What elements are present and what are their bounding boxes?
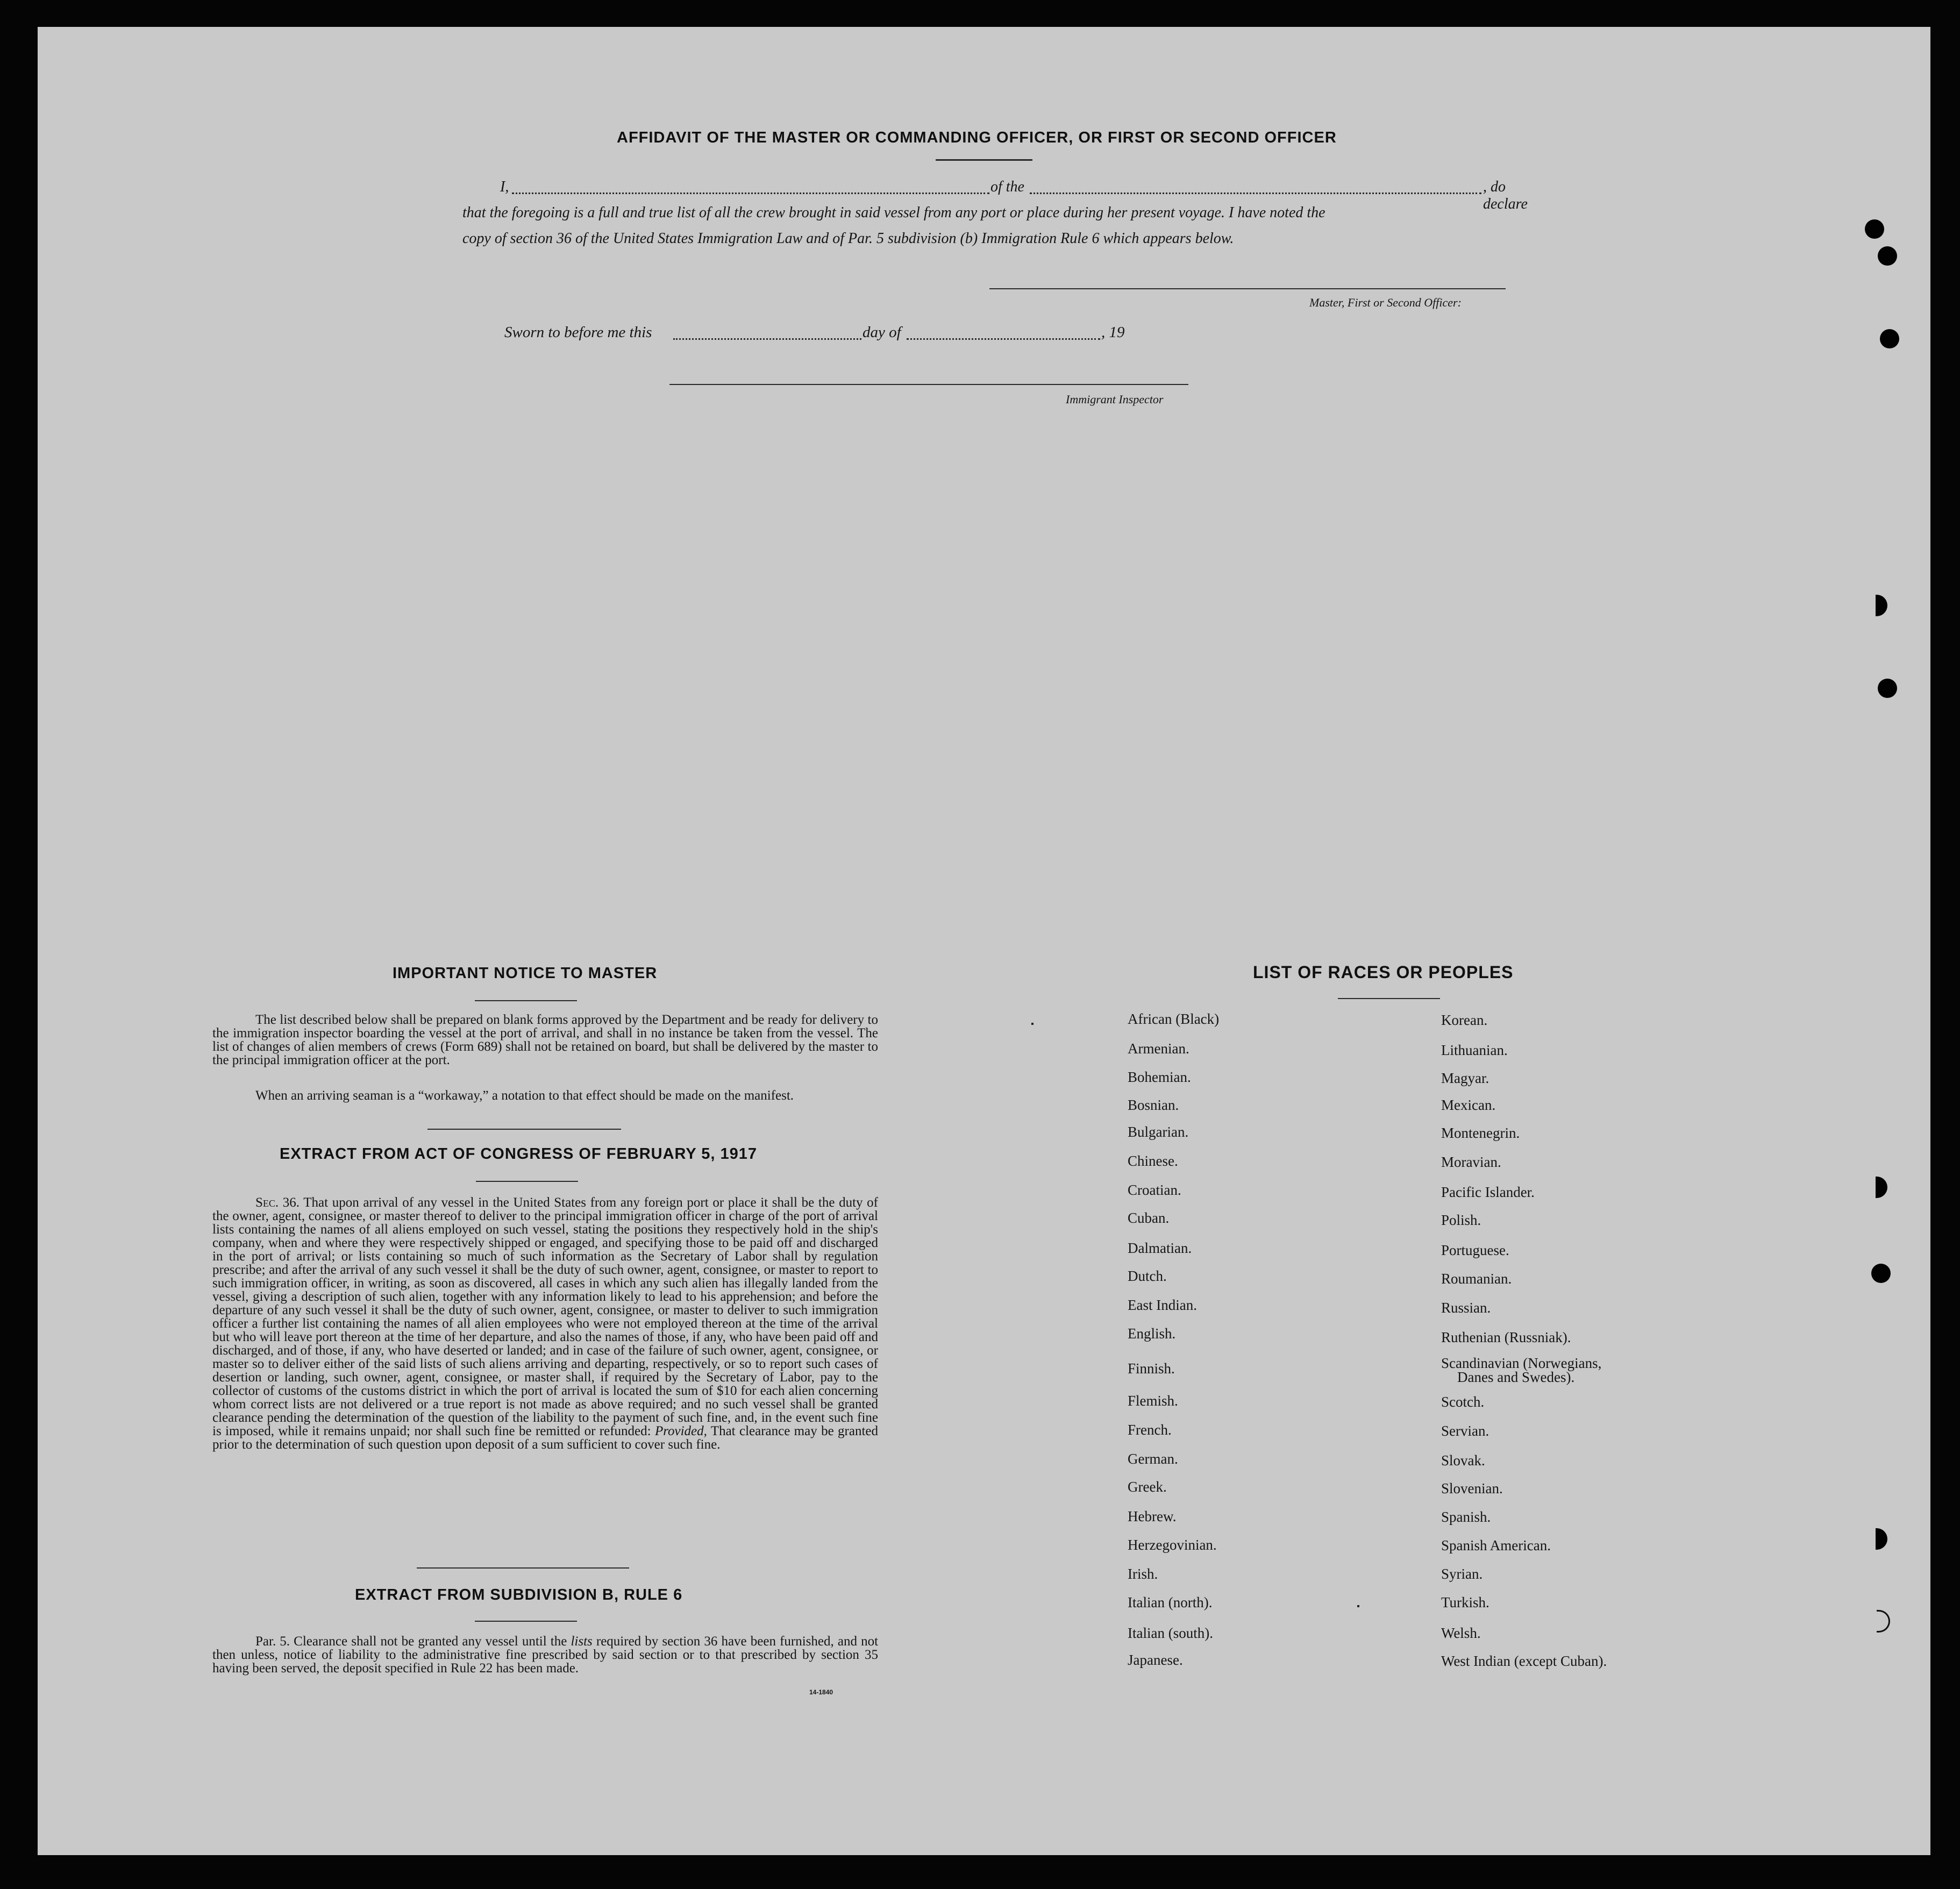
act-extract-body [212,1196,878,1451]
sworn-month-field[interactable] [907,338,1100,340]
race-item: Syrian. [1441,1566,1483,1582]
race-item: English. [1128,1325,1176,1342]
act-provided: Provided, [654,1424,707,1438]
sec-label: Sec. 36. [255,1195,300,1210]
race-item: Spanish American. [1441,1537,1551,1553]
notice-separator [427,1129,621,1130]
inspector-label: Immigrant Inspector [1066,393,1164,406]
rule-extract-title-rule [475,1621,577,1622]
rule-extract-body [212,1635,878,1675]
race-item: Lithuanian. [1441,1042,1508,1058]
race-item: Portuguese. [1441,1242,1509,1258]
race-item: Cuban. [1128,1210,1170,1226]
sworn-day-of-label: day of [863,324,901,341]
races-title: LIST OF RACES OR PEOPLES [1253,963,1514,982]
race-item: Slovak. [1441,1452,1485,1469]
race-item: Finnish. [1128,1360,1175,1377]
race-item: Welsh. [1441,1625,1481,1641]
race-item: Korean. [1441,1012,1488,1028]
notice-paragraph-2: When an arriving seaman is a “workaway,” a notation to that effect should be made on the manifest. [255,1088,794,1103]
affidavit-line-2: that the foregoing is a full and true list of all the crew brought in said vessel from any port or place during her present voyage. I have noted the [462,204,1325,221]
form-number: 14-1840 [809,1688,833,1696]
master-signature-label: Master, First or Second Officer: [1309,296,1462,309]
race-item: Croatian. [1128,1182,1181,1198]
binder-hole [1878,246,1897,266]
race-item: Hebrew. [1128,1508,1177,1524]
sworn-line [504,324,1177,345]
affidavit-line-3: copy of section 36 of the United States Immigration Law and of Par. 5 subdivision (b) Immigration Rule 6 which appears below. [462,230,1234,247]
race-item: Roumanian. [1441,1271,1512,1287]
race-item: Turkish. [1441,1594,1489,1610]
notice-paragraph-1: The list described below shall be prepared on blank forms approved by the Department and be ready for delivery to the immigration inspector boarding the vessel at the port of arrival, and shall in no instance be taken from the vessel. The list of changes of alien members of crews (Form 689) shall not be retained on board, but shall be delivered by the master to the principal immigration officer at the port. [212,1013,878,1067]
page-mark [1031,1023,1034,1025]
race-item: Dutch. [1128,1268,1167,1284]
vessel-name-field[interactable] [1030,193,1481,194]
race-item: French. [1128,1422,1172,1438]
do-declare-label: , do declare [1483,179,1528,212]
rule-body-end: required by section 36 have been furnished, and not then unless, notice of liability to the administrative fine prescribed by said section or to that prescribed by section 35 having been served, the deposit specified in Rule 22 has been made. [212,1634,879,1676]
races-title-rule [1338,998,1440,999]
rule-body-start: Par. 5. Clearance shall not be granted any vessel until the [255,1634,567,1649]
race-item: German. [1128,1451,1178,1467]
race-item: Spanish. [1441,1509,1491,1525]
notice-title-rule [475,1000,577,1001]
act-body-main: That upon arrival of any vessel in the United States from any foreign port or place it shall be the duty of the owner, agent, consignee, or master thereof to deliver to the principal immigration officer in charge of the port of arrival lists containing the names of all aliens employed on such vessel, stating the positions they respectively hold in the ship's company, when and where they were respectively shipped or engaged, and specifying those to be paid off and discharged in the port of arrival; or lists containing so much of such information as the Secretary of Labor shall by regulation prescribe; and after the arrival of any such vessel it shall be the duty of such owner, agent, consignee, or master to report to such immigration officer, in writing, as soon as discovered, all cases in which any such alien has illegally landed from the vessel, giving a description of such alien, together with any information likely to lead to his apprehension; and before the departure of any such vessel it shall be the duty of such owner, agent, consignee, or master to deliver to such immigration officer a further list containing the names of all alien employees who were not employed thereon at the time of the arrival but who will leave port thereon at the time of her departure, and also the names of those, if any, who have been paid off and discharged, and of those, if any, who have deserted or landed; and in case of the failure of such owner, agent, consignee, or master so to deliver either of the said lists of such aliens arriving and departing, respectively, or so to report such cases of desertion or landing, such owner, agent, consignee, or master shall, if required by the Secretary of Labor, pay to the collector of customs of the customs district in which the port of arrival is located the sum of $10 for each alien concerning whom correct lists are not delivered or a true report is not made as above required; and no such vessel shall be granted clearance pending the determination of the question of the liability to the payment of such fine, and, in the event such fine is imposed, while it remains unpaid; nor shall such fine be remitted or refunded: [212,1195,878,1438]
race-item: Slovenian. [1441,1480,1503,1496]
affidavit-line-1 [500,179,1543,212]
race-item: African (Black) [1128,1011,1220,1027]
race-item: Scandinavian (Norwegians, [1441,1355,1602,1371]
race-item: Italian (south). [1128,1625,1213,1641]
race-item: Montenegrin. [1441,1125,1520,1141]
act-extract-title-rule [476,1181,578,1182]
race-item: Scotch. [1441,1394,1485,1410]
act-body-end: That clearance may be granted prior to the determination of such question upon deposit of a sum sufficient to cover such fine. [212,1424,878,1452]
race-item: Bosnian. [1128,1097,1179,1113]
race-item: Bulgarian. [1128,1124,1189,1140]
race-item: Moravian. [1441,1154,1501,1170]
notice-title: IMPORTANT NOTICE TO MASTER [393,965,658,982]
race-item: Dalmatian. [1128,1240,1192,1256]
race-item: Flemish. [1128,1393,1178,1409]
race-item: Polish. [1441,1212,1481,1228]
race-item: Magyar. [1441,1070,1489,1086]
race-item: East Indian. [1128,1297,1197,1313]
race-item: Russian. [1441,1300,1491,1316]
binder-hole [1878,679,1897,698]
race-item: Pacific Islander. [1441,1184,1535,1200]
race-item: Ruthenian (Russniak). [1441,1329,1571,1345]
binder-hole [1865,219,1884,239]
race-item: Bohemian. [1128,1069,1191,1085]
affidavit-title-rule [936,159,1032,161]
race-item: Herzegovinian. [1128,1537,1217,1553]
of-the-label: of the [990,179,1024,195]
race-item-continuation: Danes and Swedes). [1457,1369,1575,1385]
master-signature-line[interactable] [989,288,1506,289]
race-item: Armenian. [1128,1040,1189,1057]
inspector-signature-line[interactable] [669,384,1188,385]
race-item: Mexican. [1441,1097,1496,1113]
binder-hole [1880,329,1899,348]
race-item: Greek. [1128,1479,1167,1495]
race-item: West Indian (except Cuban). [1441,1653,1607,1669]
declarant-name-field[interactable] [512,193,989,194]
race-item: Italian (north). [1128,1594,1213,1610]
race-item: Japanese. [1128,1652,1183,1668]
race-item: Servian. [1441,1423,1489,1439]
act-separator [417,1567,629,1569]
race-item: Chinese. [1128,1153,1178,1169]
sworn-day-field[interactable] [673,338,861,340]
act-extract-title: EXTRACT FROM ACT OF CONGRESS OF FEBRUARY 5, 1917 [280,1145,758,1163]
rule-extract-title: EXTRACT FROM SUBDIVISION B, RULE 6 [355,1586,683,1603]
declarant-prefix: I, [500,179,509,195]
rule-lists: lists [571,1634,593,1649]
affidavit-title: AFFIDAVIT OF THE MASTER OR COMMANDING OFFICER, OR FIRST OR SECOND OFFICER [617,129,1337,146]
sworn-year-label: , 19 [1101,324,1125,341]
form-page [38,27,1930,1855]
page-mark [1357,1605,1359,1607]
race-item: Irish. [1128,1566,1158,1582]
sworn-prefix: Sworn to before me this [504,324,652,341]
binder-hole [1871,1264,1891,1283]
